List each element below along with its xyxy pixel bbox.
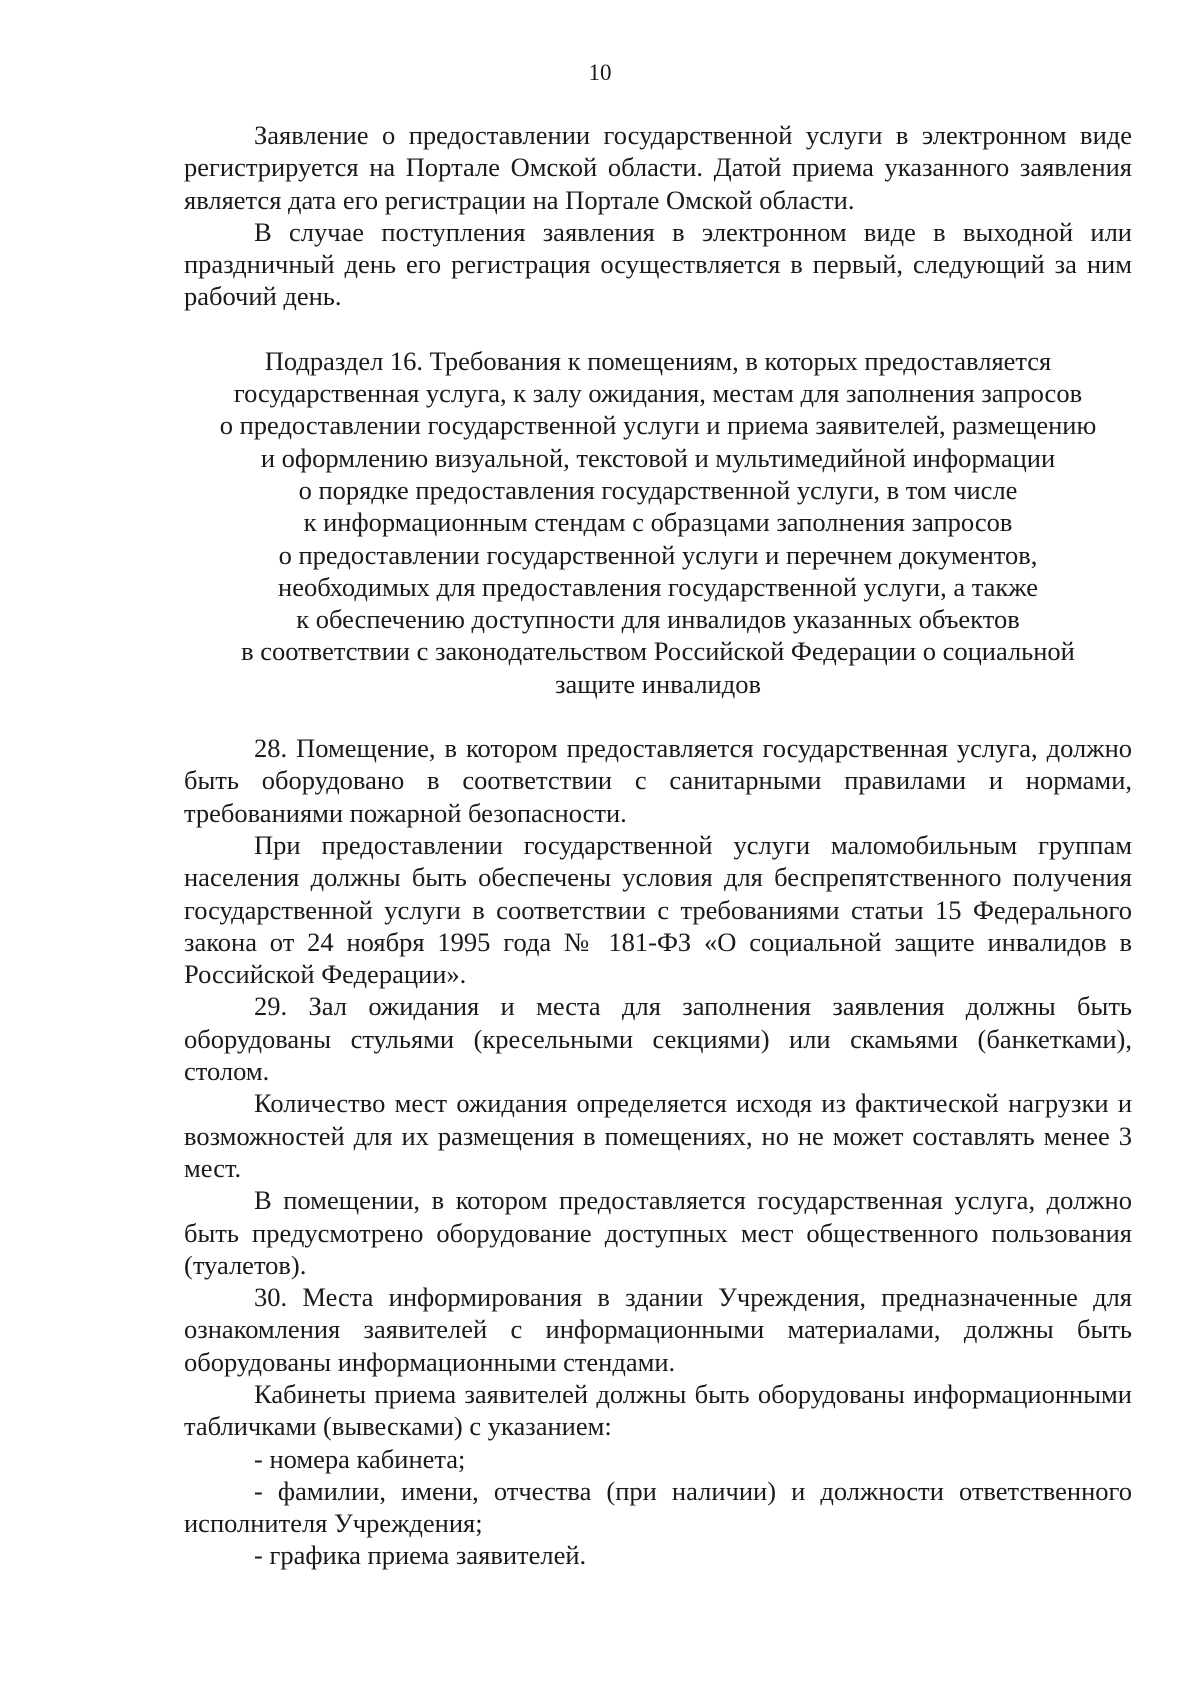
section-heading-line: и оформлению визуальной, текстовой и мультимедийной информации bbox=[260, 442, 1056, 473]
list-item: - графика приема заявителей. bbox=[254, 1540, 587, 1571]
section-heading-line: в соответствии с законодательством Российской Федерации о социальной bbox=[241, 636, 1075, 667]
section-heading-line: Подраздел 16. Требования к помещениям, в которых предоставляется bbox=[264, 345, 1052, 376]
section-heading-line: о порядке предоставления государственной услуги, в том числе bbox=[298, 474, 1018, 505]
document-body bbox=[184, 119, 1132, 1572]
spacer bbox=[184, 313, 1132, 345]
spacer bbox=[184, 700, 1132, 732]
section-heading bbox=[184, 345, 1132, 700]
paragraph: Количество мест ожидания определяется исходя из фактической нагрузки и возможностей для их размещения в помещениях, но не может составлять менее 3 мест. bbox=[184, 1088, 1132, 1183]
section-heading-line: защите инвалидов bbox=[555, 668, 761, 699]
section-heading-line: о предоставлении государственной услуги и перечнем документов, bbox=[278, 539, 1038, 570]
section-heading-line: необходимых для предоставления государственной услуги, а также bbox=[278, 571, 1038, 602]
paragraph: При предоставлении государственной услуги маломобильным группам населения должны быть обеспечены условия для беспрепятственного получения государственной услуги в соответствии с требованиями статьи 15 Федерального закона от 24 ноября 1995 года № 181-ФЗ «О социальной защите инвалидов в Российской Федерации». bbox=[184, 829, 1132, 990]
paragraph-item-29: 29. Зал ожидания и места для заполнения заявления должны быть оборудованы стульями (кресельными секциями) или скамьями (банкетками), столом. bbox=[184, 991, 1132, 1087]
paragraph: Заявление о предоставлении государственной услуги в электронном виде регистрируется на Портале Омской области. Датой приема указанного заявления является дата его регистрации на Портале Омской области. bbox=[184, 120, 1132, 215]
list-item: - фамилии, имени, отчества (при наличии) и должности ответственного исполнителя Учреждения; bbox=[184, 1475, 1132, 1539]
section-heading-line: к обеспечению доступности для инвалидов указанных объектов bbox=[296, 604, 1020, 635]
list-item: - номера кабинета; bbox=[254, 1443, 466, 1474]
paragraph-item-30: 30. Места информирования в здании Учреждения, предназначенные для ознакомления заявителей с информационными материалами, должны быть оборудованы информационными стендами. bbox=[184, 1282, 1132, 1377]
paragraph: В случае поступления заявления в электронном виде в выходной или праздничный день его регистрация осуществляется в первый, следующий за ним рабочий день. bbox=[184, 216, 1132, 312]
paragraph: Кабинеты приема заявителей должны быть оборудованы информационными табличками (вывесками) с указанием: bbox=[184, 1378, 1132, 1442]
section-heading-line: к информационным стендам с образцами заполнения запросов bbox=[303, 507, 1013, 538]
paragraph: В помещении, в котором предоставляется государственная услуга, должно быть предусмотрено оборудование доступных мест общественного пользования (туалетов). bbox=[184, 1185, 1132, 1280]
section-heading-line: государственная услуга, к залу ожидания, местам для заполнения запросов bbox=[233, 378, 1083, 409]
paragraph-item-28: 28. Помещение, в котором предоставляется государственная услуга, должно быть оборудовано в соответствии с санитарными правилами и нормами, требованиями пожарной безопасности. bbox=[184, 733, 1132, 828]
section-heading-line: о предоставлении государственной услуги и приема заявителей, размещению bbox=[219, 410, 1097, 441]
page-number: 10 bbox=[588, 60, 612, 85]
